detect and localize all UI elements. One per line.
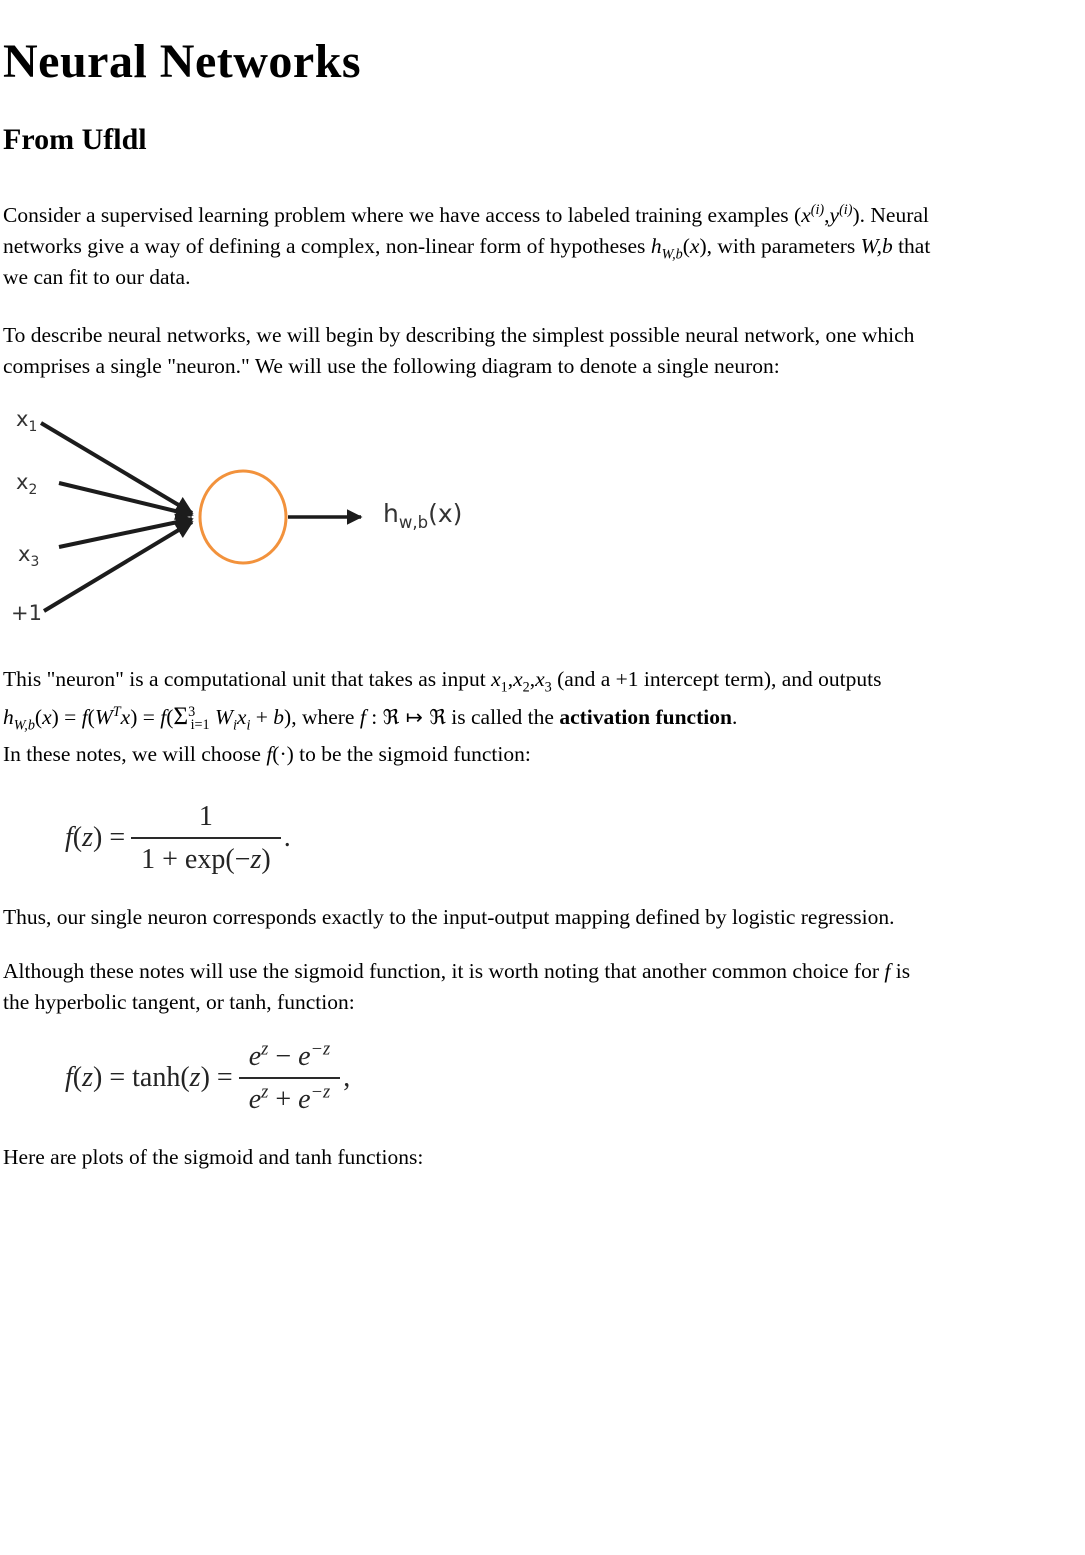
- tanh-formula-lhs: f(z) = tanh(z) =: [65, 1062, 233, 1094]
- paragraph-intro: [3, 200, 1083, 293]
- sigmoid-fraction: [131, 798, 281, 878]
- tanh-fraction: [239, 1038, 341, 1118]
- neuron-diagram: [3, 398, 473, 638]
- input-label-x3: $x_3$: [18, 541, 40, 571]
- text-line: networks give a way of defining a complex, non-linear form of hypotheses $h_{W,b}(x)$, with parameters W,b that: [3, 233, 931, 263]
- input-label-x2: $x_2$: [16, 469, 38, 499]
- neuron-circle: [200, 471, 286, 563]
- text-line: the hyperbolic tangent, or tanh, function:: [3, 989, 355, 1014]
- text-line: Here are plots of the sigmoid and tanh functions:: [3, 1144, 424, 1169]
- paragraph-neuron-description: [3, 664, 1083, 770]
- text-line: In these notes, we will choose f(·) to be the sigmoid function:: [3, 741, 531, 766]
- text-line: we can fit to our data.: [3, 264, 191, 289]
- fraction-denominator: $e^z + e^{-z}$: [239, 1077, 341, 1118]
- paragraph-describe: [3, 320, 1083, 382]
- sigmoid-formula-suffix: .: [283, 822, 291, 854]
- output-label-hwbx: $h_{w,b}(x)$: [383, 498, 463, 532]
- sigmoid-formula-lhs: f(z) =: [65, 822, 126, 854]
- tanh-formula: [65, 1032, 1083, 1124]
- section-heading-from-ufldl: From Ufldl: [3, 122, 147, 156]
- page-title: Neural Networks: [3, 35, 362, 88]
- fraction-numerator: $e^z - e^{-z}$: [248, 1038, 331, 1072]
- paragraph-logistic-regression: [3, 902, 1083, 933]
- input-line-x1: [41, 423, 192, 513]
- text-line-math: $h_{W,b}(x) = f(W^Tx) = f(\Sigma^3_{i=1}$ $W_ix_i + b$), where f : ℜ ↦ ℜ is called the activation function.: [3, 701, 738, 734]
- text-line: This "neuron" is a computational unit that takes as input $x_1,x_2,x_3$ (and a +1 intercept term), and outputs: [3, 666, 882, 696]
- fraction-denominator: 1 + exp(−z): [131, 837, 281, 878]
- paragraph-tanh-intro: [3, 956, 1083, 1018]
- sigmoid-formula: [65, 794, 1083, 882]
- text-line: Although these notes will use the sigmoid function, it is worth noting that another common choice for f is: [3, 958, 911, 983]
- paragraph-plots-intro: [3, 1142, 1083, 1173]
- text-line: To describe neural networks, we will begin by describing the simplest possible neural network, one which: [3, 322, 915, 347]
- text-line: comprises a single "neuron." We will use the following diagram to denote a single neuron:: [3, 353, 780, 378]
- input-label-x1: $x_1$: [16, 406, 38, 436]
- tanh-formula-suffix: ,: [343, 1062, 351, 1094]
- text-line: Consider a supervised learning problem where we have access to labeled training examples $(x^{(i)},y^{(i)})$. Neural: [3, 201, 929, 227]
- text-line: Thus, our single neuron corresponds exactly to the input-output mapping defined by logistic regression.: [3, 904, 895, 929]
- input-label-plus1: +1: [11, 600, 42, 625]
- fraction-numerator: 1: [198, 800, 213, 832]
